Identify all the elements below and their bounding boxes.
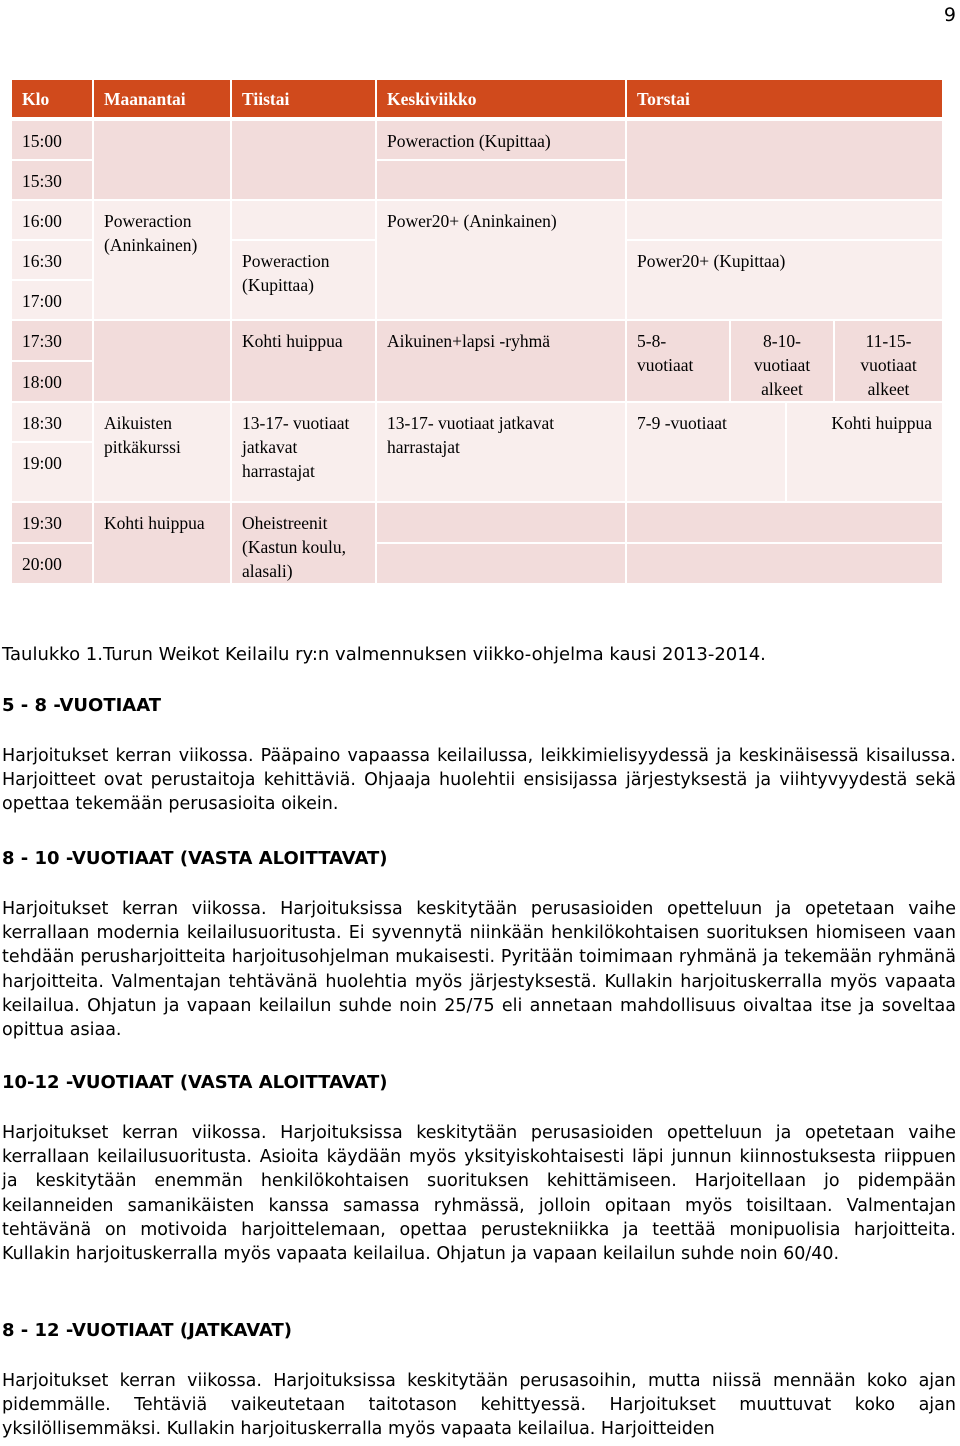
time-cell: 15:00 bbox=[12, 121, 94, 161]
section-8-10 bbox=[2, 848, 956, 1042]
empty-cell bbox=[377, 544, 627, 585]
empty-cell bbox=[627, 201, 944, 241]
section-heading: 5 - 8 -VUOTIAAT bbox=[2, 695, 162, 716]
empty-cell bbox=[627, 544, 944, 585]
weekly-schedule-table bbox=[12, 80, 944, 585]
cell-tue-1930: Oheistreenit (Kastun koulu, alasali) bbox=[232, 503, 377, 585]
section-8-12-jatkavat bbox=[2, 1320, 956, 1442]
cell-thu-1830-a: 7-9 -vuotiaat bbox=[627, 403, 787, 503]
cell-tue-1830: 13-17- vuotiaat jatkavat harrastajat bbox=[232, 403, 377, 503]
empty-cell bbox=[94, 321, 232, 403]
section-10-12 bbox=[2, 1072, 956, 1266]
empty-cell bbox=[94, 121, 232, 201]
cell-mon-1930: Kohti huippua bbox=[94, 503, 232, 585]
table-caption: Taulukko 1.Turun Weikot Keilailu ry:n valmennuksen viikko-ohjelma kausi 2013-2014. bbox=[2, 644, 766, 665]
cell-wed-1600: Power20+ (Aninkainen) bbox=[377, 201, 627, 321]
time-cell: 17:00 bbox=[12, 281, 94, 321]
cell-thu-1630: Power20+ (Kupittaa) bbox=[627, 241, 944, 321]
cell-thu-1730-b: 8-10-vuotiaat alkeet bbox=[731, 321, 835, 403]
header-tuesday: Tiistai bbox=[232, 80, 377, 121]
cell-mon-1600: Poweraction (Aninkainen) bbox=[94, 201, 232, 321]
time-cell: 19:00 bbox=[12, 443, 94, 503]
time-cell: 18:00 bbox=[12, 362, 94, 403]
cell-thu-1730-c: 11-15-vuotiaat alkeet bbox=[835, 321, 944, 403]
section-text: Harjoitukset kerran viikossa. Harjoituksissa keskitytään perusasoihin, mutta niissä mennään koko ajan pidemmälle. Tehtäviä vaikeutetaan taitotason kehittyessä. Harjoitukset muuttuvat koko ajan yksilöllisemmäksi. Kullakin harjoituskerralla myös vapaata keilailua. Harjoitteiden bbox=[2, 1371, 956, 1440]
header-time: Klo bbox=[12, 80, 94, 121]
section-text: Harjoitukset kerran viikossa. Harjoituksissa keskitytään perusasioiden opetteluun ja opetetaan vaihe kerrallaan modernia keilailusuoritusta. Ei syvennytä niinkään henkilökohtaisen suorituksen hiomiseen vaan tehdään perusharjoitteita harjoitusohjelman mukaisesti. Pyritään toimimaan ryhmänä ja tekemään ryhmänä harjoitteita. Valmentajan tehtävänä huolehtia myös järjestyksestä. Kullakin harjoituskerralla myös vapaata keilailua. Ohjatun ja vapaan keilailun suhde noin 25/75 eli annetaan mahdollisuus oivaltaa itse ja soveltaa opittua asiaa. bbox=[2, 899, 956, 1041]
cell-wed-1830: 13-17- vuotiaat jatkavat harrastajat bbox=[377, 403, 627, 503]
time-cell: 16:00 bbox=[12, 201, 94, 241]
header-wednesday: Keskiviikko bbox=[377, 80, 627, 121]
section-text: Harjoitukset kerran viikossa. Harjoituksissa keskitytään perusasioiden opetteluun ja opetetaan vaihe kerrallaan keilailusuoritusta. Asioita käydään myös yksityiskohtaisesti läpi junnun kiinnostuksesta riippuen ja keskitytään enemmän henkilökohtaisen suorituksen kehittämiseen. Harjoitellaan jo pidempään keilanneiden samanikäisten kanssa samassa ryhmässä, jolloin opitaan myös toisiltaan. Valmentajan tehtävänä on motivoida harjoittelemaan, opettaa perustekniikka ja teettää monipuolisia harjoitteita. Kullakin harjoituskerralla myös vapaata keilailua. Ohjatun ja vapaan keilailun suhde noin 60/40. bbox=[2, 1123, 956, 1265]
cell-thu-1830-b: Kohti huippua bbox=[787, 403, 944, 503]
time-cell: 16:30 bbox=[12, 241, 94, 281]
cell-wed-1730: Aikuinen+lapsi -ryhmä bbox=[377, 321, 627, 403]
section-5-8 bbox=[2, 695, 956, 817]
empty-cell bbox=[232, 121, 377, 201]
cell-thu-1730-a: 5-8-vuotiaat bbox=[627, 321, 731, 403]
section-heading: 8 - 10 -VUOTIAAT (VASTA ALOITTAVAT) bbox=[2, 848, 388, 869]
empty-cell bbox=[377, 161, 627, 201]
cell-tue-1730: Kohti huippua bbox=[232, 321, 377, 403]
time-cell: 18:30 bbox=[12, 403, 94, 443]
header-thursday: Torstai bbox=[627, 80, 944, 121]
time-cell: 19:30 bbox=[12, 503, 94, 544]
empty-cell bbox=[232, 201, 377, 241]
empty-cell bbox=[627, 121, 944, 201]
cell-wed-1500: Poweraction (Kupittaa) bbox=[377, 121, 627, 161]
time-cell: 17:30 bbox=[12, 321, 94, 362]
cell-mon-1830: Aikuisten pitkäkurssi bbox=[94, 403, 232, 503]
time-cell: 15:30 bbox=[12, 161, 94, 201]
page-number: 9 bbox=[943, 4, 956, 26]
section-text: Harjoitukset kerran viikossa. Pääpaino vapaassa keilailussa, leikkimielisyydessä ja keskinäisessä kisailussa. Harjoitteet ovat perustaitoja kehittäviä. Ohjaaja huolehtii ensisijassa järjestyksestä ja viihtyvyydestä sekä opettaa tekemään perusasioita oikein. bbox=[2, 746, 956, 815]
header-monday: Maanantai bbox=[94, 80, 232, 121]
cell-tue-1630: Poweraction (Kupittaa) bbox=[232, 241, 377, 321]
section-heading: 10-12 -VUOTIAAT (VASTA ALOITTAVAT) bbox=[2, 1072, 388, 1093]
time-cell: 20:00 bbox=[12, 544, 94, 585]
empty-cell bbox=[627, 503, 944, 544]
section-heading: 8 - 12 -VUOTIAAT (JATKAVAT) bbox=[2, 1320, 292, 1341]
empty-cell bbox=[377, 503, 627, 544]
